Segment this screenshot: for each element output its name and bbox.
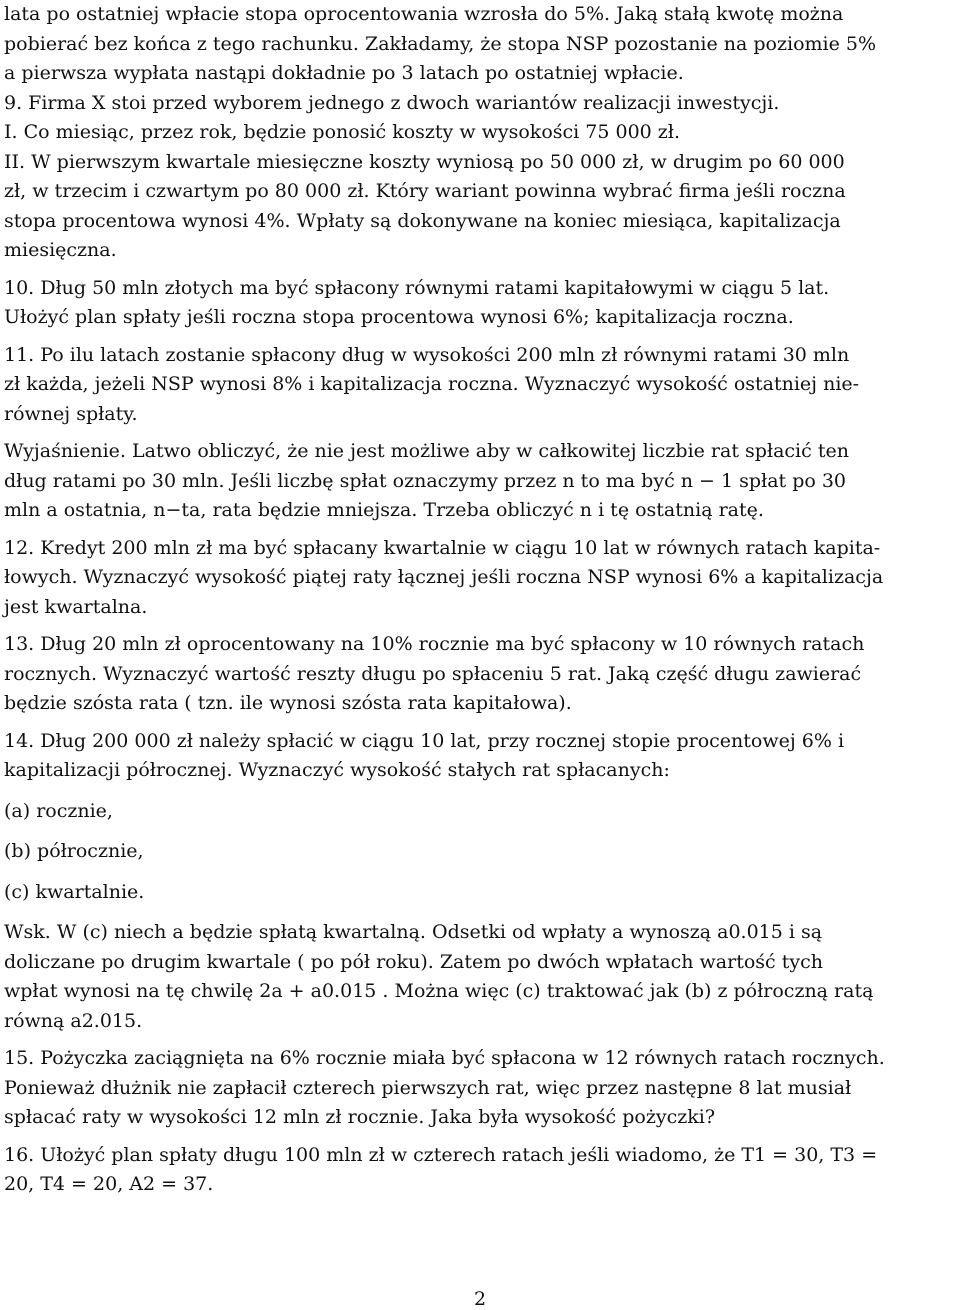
- text-line: Wyjaśnienie. Latwo obliczyć, że nie jest możliwe aby w całkowitej liczbie rat spłacić ten: [4, 440, 849, 462]
- text-line: kapitalizacji półrocznej. Wyznaczyć wysokość stałych rat spłacanych:: [4, 759, 670, 781]
- text-line: doliczane po drugim kwartale ( po pół roku). Zatem po dwóch wpłatach wartość tych: [4, 950, 823, 973]
- exercise-10: [4, 274, 956, 333]
- exercise-14: [4, 727, 956, 908]
- text-line: równą a2.015.: [4, 1009, 143, 1032]
- text-line: lata po ostatniej wpłacie stopa oprocentowania wzrosła do 5%. Jaką stałą kwotę można: [4, 3, 844, 25]
- option-b: (b) półrocznie,: [4, 840, 144, 862]
- text-line: pobierać bez końca z tego rachunku. Zakładamy, że stopa NSP pozostanie na poziomie 5%: [4, 32, 877, 55]
- text-line: 11. Po ilu latach zostanie spłacony dług w wysokości 200 mln zł równymi ratami 30 mln: [4, 343, 850, 366]
- text-line: jest kwartalna.: [4, 595, 148, 618]
- explanation-paragraph: [4, 437, 956, 526]
- text-line: 20, T4 = 20, A2 = 37.: [4, 1173, 214, 1195]
- text-line: rocznych. Wyznaczyć wartość reszty długu po spłaceniu 5 rat. Jaką część długu zawierać: [4, 662, 862, 685]
- variant-1: I. Co miesiąc, przez rok, będzie ponosić koszty w wysokości 75 000 zł.: [4, 121, 681, 143]
- text-line: Ponieważ dłużnik nie zapłacił czterech pierwszych rat, więc przez następne 8 lat musiał: [4, 1076, 852, 1099]
- text-line: 14. Dług 200 000 zł należy spłacić w ciągu 10 lat, przy rocznej stopie procentowej 6% i: [4, 729, 845, 752]
- text-line: 9. Firma X stoi przed wyborem jednego z dwoch wariantów realizacji inwestycji.: [4, 91, 780, 114]
- text-line: dług ratami po 30 mln. Jeśli liczbę spłat oznaczymy przez n to ma być n − 1 spłat po 30: [4, 469, 847, 492]
- exercise-11: [4, 341, 956, 430]
- text-line: Wsk. W (c) niech a będzie spłatą kwartalną. Odsetki od wpłaty a wynoszą a0.015 i są: [4, 921, 823, 943]
- variant-2: II. W pierwszym kwartale miesięczne koszty wyniosą po 50 000 zł, w drugim po 60 000: [4, 150, 845, 173]
- text-line: zł, w trzecim i czwartym po 80 000 zł. Który wariant powinna wybrać firma jeśli roczna: [4, 180, 846, 202]
- exercise-15: [4, 1044, 956, 1133]
- text-line: 12. Kredyt 200 mln zł ma być spłacany kwartalnie w ciągu 10 lat w równych ratach kapita-: [4, 536, 881, 559]
- text-line: 15. Pożyczka zaciągnięta na 6% rocznie miała być spłacona w 12 równych ratach rocznych.: [4, 1047, 885, 1069]
- option-a: (a) rocznie,: [4, 799, 113, 822]
- text-line: wpłat wynosi na tę chwilę 2a + a0.015 . Można więc (c) traktować jak (b) z półroczną ratą: [4, 980, 874, 1002]
- exercise-12: [4, 534, 956, 623]
- text-line: będzie szósta rata ( tzn. ile wynosi szósta rata kapitałowa).: [4, 692, 572, 714]
- text-line: 16. Ułożyć plan spłaty długu 100 mln zł w czterech ratach jeśli wiadomo, że T1 = 30, T3 =: [4, 1143, 878, 1166]
- text-line: zł każda, jeżeli NSP wynosi 8% i kapitalizacja roczna. Wyznaczyć wysokość ostatniej nie-: [4, 373, 860, 395]
- text-line: miesięczna.: [4, 239, 117, 261]
- exercise-13: [4, 630, 956, 719]
- text-line: 13. Dług 20 mln zł oprocentowany na 10% rocznie ma być spłacony w 10 równych ratach: [4, 633, 865, 655]
- text-line: a pierwsza wypłata nastąpi dokładnie po 3 latach po ostatniej wpłacie.: [4, 62, 684, 84]
- text-line: 10. Dług 50 mln złotych ma być spłacony równymi ratami kapitałowymi w ciągu 5 lat.: [4, 276, 830, 299]
- intro-paragraph: [4, 0, 956, 89]
- hint-paragraph: [4, 918, 956, 1036]
- text-line: stopa procentowa wynosi 4%. Wpłaty są dokonywane na koniec miesiąca, kapitalizacja: [4, 209, 841, 232]
- document-page: [4, 0, 956, 1200]
- option-c: (c) kwartalnie.: [4, 880, 145, 903]
- text-line: równej spłaty.: [4, 402, 138, 425]
- exercise-9: [4, 89, 956, 266]
- text-line: spłacać raty w wysokości 12 mln zł rocznie. Jaka była wysokość pożyczki?: [4, 1106, 716, 1128]
- exercise-16: [4, 1141, 956, 1200]
- text-line: mln a ostatnia, n−ta, rata będzie mniejsza. Trzeba obliczyć n i tę ostatnią ratę.: [4, 499, 764, 521]
- text-line: Ułożyć plan spłaty jeśli roczna stopa procentowa wynosi 6%; kapitalizacja roczna.: [4, 306, 794, 328]
- text-line: łowych. Wyznaczyć wysokość piątej raty łącznej jeśli roczna NSP wynosi 6% a kapitalizacja: [4, 566, 884, 588]
- page-number: 2: [473, 1288, 487, 1310]
